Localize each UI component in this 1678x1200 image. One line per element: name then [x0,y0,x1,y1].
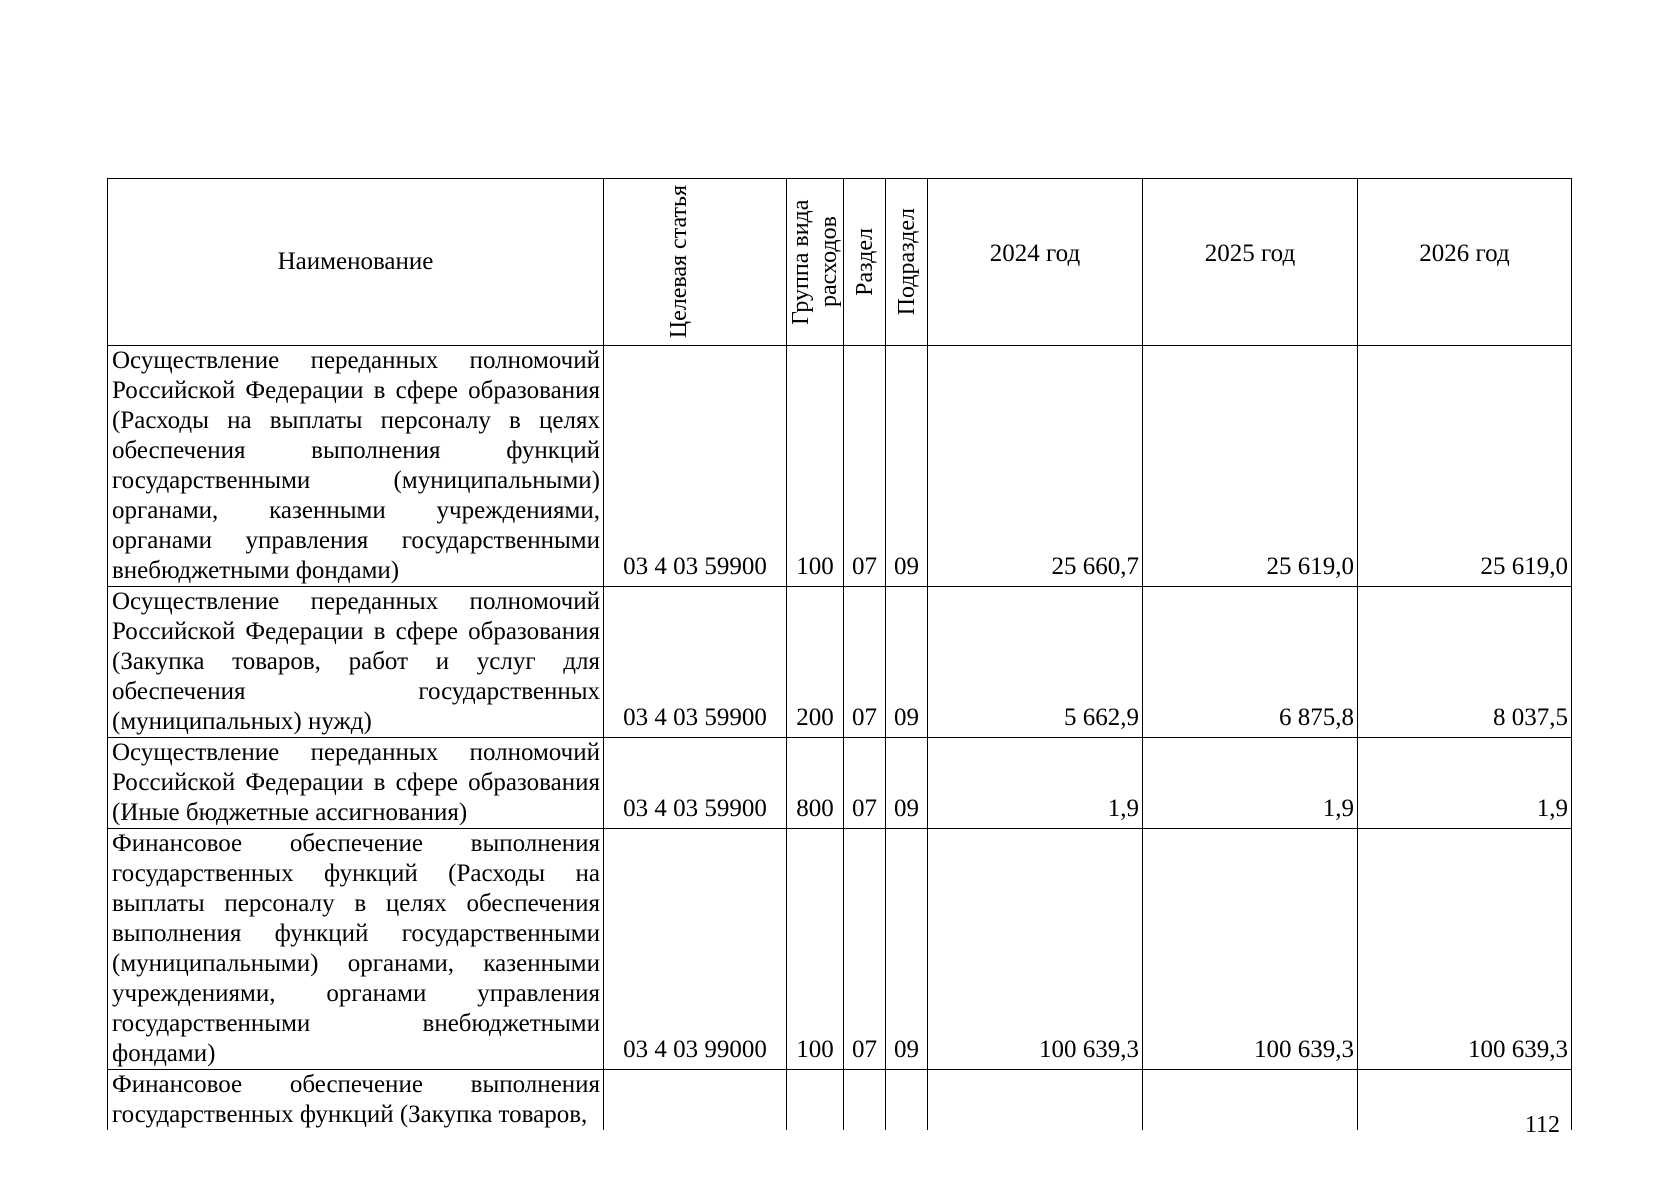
row-expense-group [787,1070,844,1131]
row-name: Осуществление переданных полномочий Российской Федерации в сфере образования (Иные бюджетные ассигнования) [108,738,604,829]
row-value-2024: 1,9 [928,738,1143,829]
row-target-article: 03 4 03 59900 [604,738,787,829]
table-header-row [108,179,1572,346]
header-section: Раздел [844,179,886,346]
row-subsection: 09 [886,587,928,738]
row-section [844,1070,886,1131]
row-name: Осуществление переданных полномочий Российской Федерации в сфере образования (Расходы на выплаты персоналу в целях обеспечения выполнения функций государственными (муниципальными) органами, казенными учреждениями, органами управления государственными внебюджетными фондами) [108,346,604,587]
table-row [108,587,1572,738]
row-subsection [886,1070,928,1131]
row-subsection: 09 [886,738,928,829]
row-value-2025: 25 619,0 [1143,346,1358,587]
row-value-2024: 25 660,7 [928,346,1143,587]
row-name: Финансовое обеспечение выполнения государственных функций (Закупка товаров, [108,1070,604,1131]
header-year-2026: 2026 год [1358,179,1572,346]
page-number: 112 [1524,1112,1560,1138]
row-section: 07 [844,346,886,587]
row-subsection: 09 [886,829,928,1070]
row-value-2025: 1,9 [1143,738,1358,829]
table-row [108,738,1572,829]
row-name: Финансовое обеспечение выполнения государственных функций (Расходы на выплаты персоналу в целях обеспечения выполнения функций государственными (муниципальными) органами, казенными учреждениями, органами управления государственными внебюджетными фондами) [108,829,604,1070]
row-name: Осуществление переданных полномочий Российской Федерации в сфере образования (Закупка товаров, работ и услуг для обеспечения государственных (муниципальных) нужд) [108,587,604,738]
row-expense-group: 800 [787,738,844,829]
row-target-article: 03 4 03 59900 [604,346,787,587]
row-target-article: 03 4 03 59900 [604,587,787,738]
table-row [108,1070,1572,1131]
row-subsection: 09 [886,346,928,587]
header-expense-group: Группа вида расходов [787,179,844,346]
budget-table [107,178,1572,1130]
row-value-2024: 100 639,3 [928,829,1143,1070]
row-value-2026: 100 639,3 [1358,829,1572,1070]
table-row [108,346,1572,587]
header-subsection: Подраздел [886,179,928,346]
row-value-2025: 100 639,3 [1143,829,1358,1070]
row-expense-group: 100 [787,346,844,587]
row-value-2026: 1,9 [1358,738,1572,829]
header-year-2025: 2025 год [1143,179,1358,346]
row-section: 07 [844,829,886,1070]
row-value-2024: 5 662,9 [928,587,1143,738]
row-expense-group: 200 [787,587,844,738]
row-section: 07 [844,587,886,738]
row-section: 07 [844,738,886,829]
row-value-2025 [1143,1070,1358,1131]
header-name: Наименование [108,179,604,346]
row-value-2024 [928,1070,1143,1131]
row-value-2025: 6 875,8 [1143,587,1358,738]
header-target-article: Целевая статья [604,179,787,346]
row-value-2026: 8 037,5 [1358,587,1572,738]
row-target-article [604,1070,787,1131]
table-row [108,829,1572,1070]
row-expense-group: 100 [787,829,844,1070]
header-year-2024: 2024 год [928,179,1143,346]
row-target-article: 03 4 03 99000 [604,829,787,1070]
row-value-2026: 25 619,0 [1358,346,1572,587]
